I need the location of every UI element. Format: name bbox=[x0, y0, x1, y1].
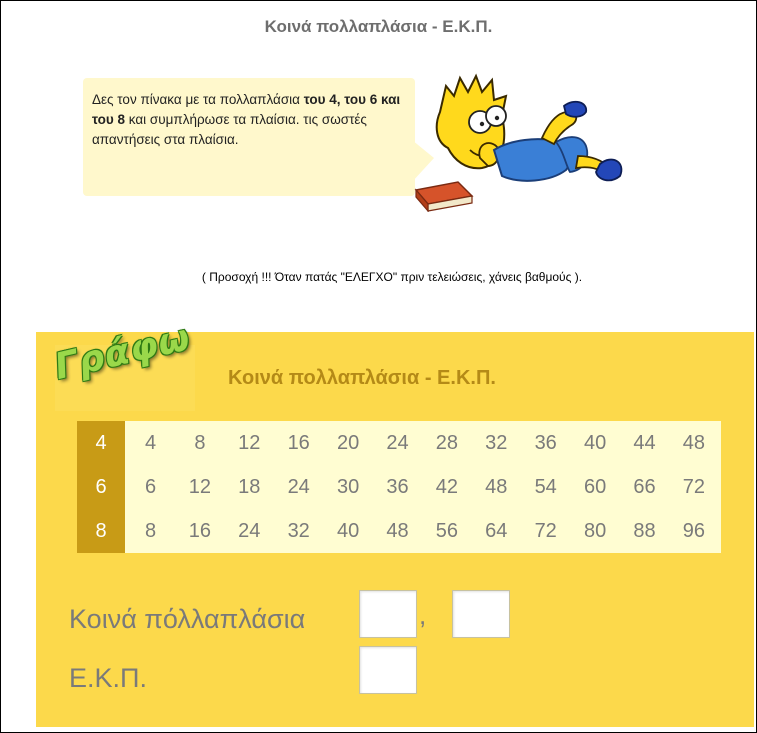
table-cell: 54 bbox=[534, 475, 557, 498]
table-cell: 88 bbox=[633, 519, 656, 542]
table-cell: 48 bbox=[386, 519, 409, 542]
row-header: 8 bbox=[77, 509, 125, 553]
speech-bubble bbox=[83, 78, 415, 196]
table-cell: 6 bbox=[144, 475, 157, 498]
table-cell: 60 bbox=[583, 475, 607, 498]
panel-title: Κοινά πολλαπλάσια - Ε.Κ.Π. bbox=[228, 367, 496, 389]
table-cell: 16 bbox=[188, 519, 212, 542]
grafo-logo: Γράφω bbox=[50, 317, 195, 388]
separator-comma: , bbox=[419, 600, 427, 630]
warning-text: ( Προσοχή !!! Όταν πατάς "ΕΛΕΓΧΟ" πριν τελειώσεις, χάνεις βαθμούς ). bbox=[201, 270, 583, 284]
common-multiples-label: Κοινά πόλλαπλάσια bbox=[69, 604, 306, 634]
cartoon-boy-reading-icon bbox=[410, 72, 630, 212]
table-cell: 24 bbox=[287, 475, 310, 498]
table-cell: 48 bbox=[682, 431, 706, 454]
table-cell: 40 bbox=[336, 519, 360, 542]
table-cell: 8 bbox=[144, 519, 157, 542]
common-multiple-input-2[interactable] bbox=[452, 590, 510, 638]
table-cell: 32 bbox=[485, 431, 508, 454]
table-cell: 16 bbox=[287, 431, 310, 454]
table-cell: 24 bbox=[386, 431, 409, 454]
table-cell: 28 bbox=[435, 431, 459, 454]
table-cell: 12 bbox=[238, 431, 261, 454]
table-cell: 40 bbox=[583, 431, 607, 454]
row-header: 6 bbox=[77, 465, 125, 509]
lcm-label: Ε.Κ.Π. bbox=[69, 663, 148, 693]
table-cell: 20 bbox=[336, 431, 360, 454]
table-cell: 12 bbox=[188, 475, 212, 498]
book-icon bbox=[416, 182, 472, 211]
table-cell: 42 bbox=[435, 475, 459, 498]
instructions-text bbox=[92, 90, 404, 150]
table-cell: 8 bbox=[194, 431, 206, 454]
table-cell: 24 bbox=[238, 519, 261, 542]
table-cell: 30 bbox=[336, 475, 360, 498]
table-cell: 66 bbox=[633, 475, 656, 498]
page-title: Κοινά πολλαπλάσια - Ε.Κ.Π. bbox=[264, 17, 493, 36]
table-cell: 48 bbox=[485, 475, 508, 498]
common-multiple-input-1[interactable] bbox=[359, 590, 417, 638]
row-header: 4 bbox=[77, 421, 125, 465]
table-cell: 4 bbox=[144, 431, 157, 454]
table-cell: 32 bbox=[287, 519, 310, 542]
table-cell: 56 bbox=[435, 519, 459, 542]
lcm-input[interactable] bbox=[359, 646, 417, 694]
instructions-part1: Δες τον πίνακα με τα πολλαπλάσια bbox=[92, 92, 304, 107]
instructions-bold: του 4, του 6 και του 8 bbox=[92, 92, 401, 127]
table-cell: 36 bbox=[534, 431, 557, 454]
table-cell: 44 bbox=[633, 431, 656, 454]
table-cell: 72 bbox=[682, 475, 706, 498]
instructions-part2: και συμπλήρωσε τα πλαίσια. τις σωστές απαντήσεις στα πλαίσια. bbox=[92, 112, 367, 147]
table-cell: 72 bbox=[534, 519, 557, 542]
table-cell: 64 bbox=[485, 519, 508, 542]
table-cell: 80 bbox=[583, 519, 607, 542]
table-cell: 96 bbox=[682, 519, 706, 542]
table-cell: 36 bbox=[386, 475, 409, 498]
table-cell: 18 bbox=[238, 475, 261, 498]
